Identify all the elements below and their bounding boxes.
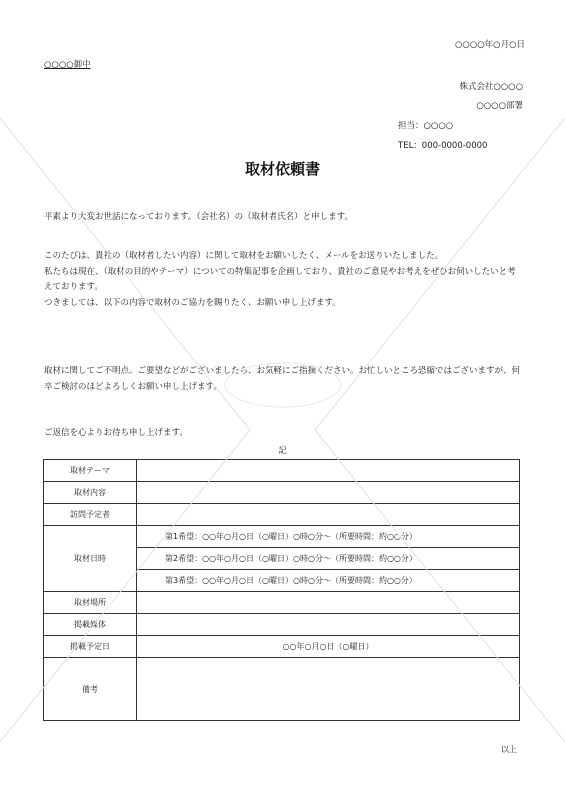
greeting-paragraph	[44, 210, 524, 226]
theme-value	[137, 460, 520, 482]
visitor-value	[137, 504, 520, 526]
notes-label: 備考	[44, 658, 137, 721]
request-line-2: 私たちは現在、（取材の目的やテーマ）についての特集記事を企画しており、貴社のご意見やお考えをぜひお伺いしたいと考えております。	[44, 266, 516, 292]
document-date: ○○○○年○月○日	[454, 40, 525, 50]
request-line-1: このたびは、貴社の（取材者したい内容）に関して取材をお願いしたく、メールをお送りいたしました。	[44, 251, 444, 261]
date-option-1: 第1希望：○○年○月○日（○曜日）○時○分～（所要時間：約○○分）	[137, 526, 520, 548]
theme-label: 取材テーマ	[44, 460, 137, 482]
media-value	[137, 614, 520, 636]
place-label: 取材場所	[44, 592, 137, 614]
visitor-label: 訪問予定者	[44, 504, 137, 526]
sender-company: 株式会社○○○○	[459, 82, 523, 92]
ki-heading: 記	[278, 446, 287, 455]
table-row	[44, 482, 520, 504]
content-label: 取材内容	[44, 482, 137, 504]
pubdate-value: ○○年○月○日（○曜日）	[137, 636, 520, 658]
closing-text: 以上	[501, 745, 517, 754]
table-row	[44, 460, 520, 482]
table-row	[44, 592, 520, 614]
sender-tel: TEL：000-0000-0000	[398, 141, 488, 151]
inquiry-paragraph	[44, 364, 524, 395]
addressee: ○○○○御中	[44, 60, 91, 70]
request-line-3: つきましては、以下の内容で取材のご協力を賜りたく、お願い申し上げます。	[44, 297, 341, 308]
date-option-2: 第2希望：○○年○月○日（○曜日）○時○分～（所要時間：約○○分）	[137, 548, 520, 570]
sender-person: 担当：○○○○	[398, 121, 454, 131]
inquiry-text: 取材に関してご不明点、ご要望などがございましたら、お気軽にご指摘ください。お忙しいところ恐縮ではございますが、何卒ご検討のほどよろしくお願い申し上げます。	[44, 366, 521, 392]
date-option-3: 第3希望：○○年○月○日（○曜日）○時○分～（所要時間：約○○分）	[137, 570, 520, 592]
greeting-text: 平素より大変お世話になっております。（会社名）の（取材者氏名）と申します。	[44, 212, 353, 222]
notes-value	[137, 658, 520, 721]
table-row	[44, 614, 520, 636]
table-row	[44, 658, 520, 721]
date-label: 取材日時	[44, 526, 137, 592]
table-row	[44, 636, 520, 658]
content-value	[137, 482, 520, 504]
table-row	[44, 526, 520, 548]
reply-paragraph	[44, 426, 524, 442]
place-value	[137, 592, 520, 614]
interview-details-table	[43, 459, 520, 721]
sender-department: ○○○○部署	[476, 101, 523, 111]
media-label: 掲載媒体	[44, 614, 137, 636]
table-row	[44, 504, 520, 526]
document-title: 取材依頼書	[244, 160, 320, 178]
pubdate-label: 掲載予定日	[44, 636, 137, 658]
reply-text: ご返信を心よりお待ち申し上げます。	[44, 428, 188, 438]
request-paragraph	[44, 249, 524, 311]
